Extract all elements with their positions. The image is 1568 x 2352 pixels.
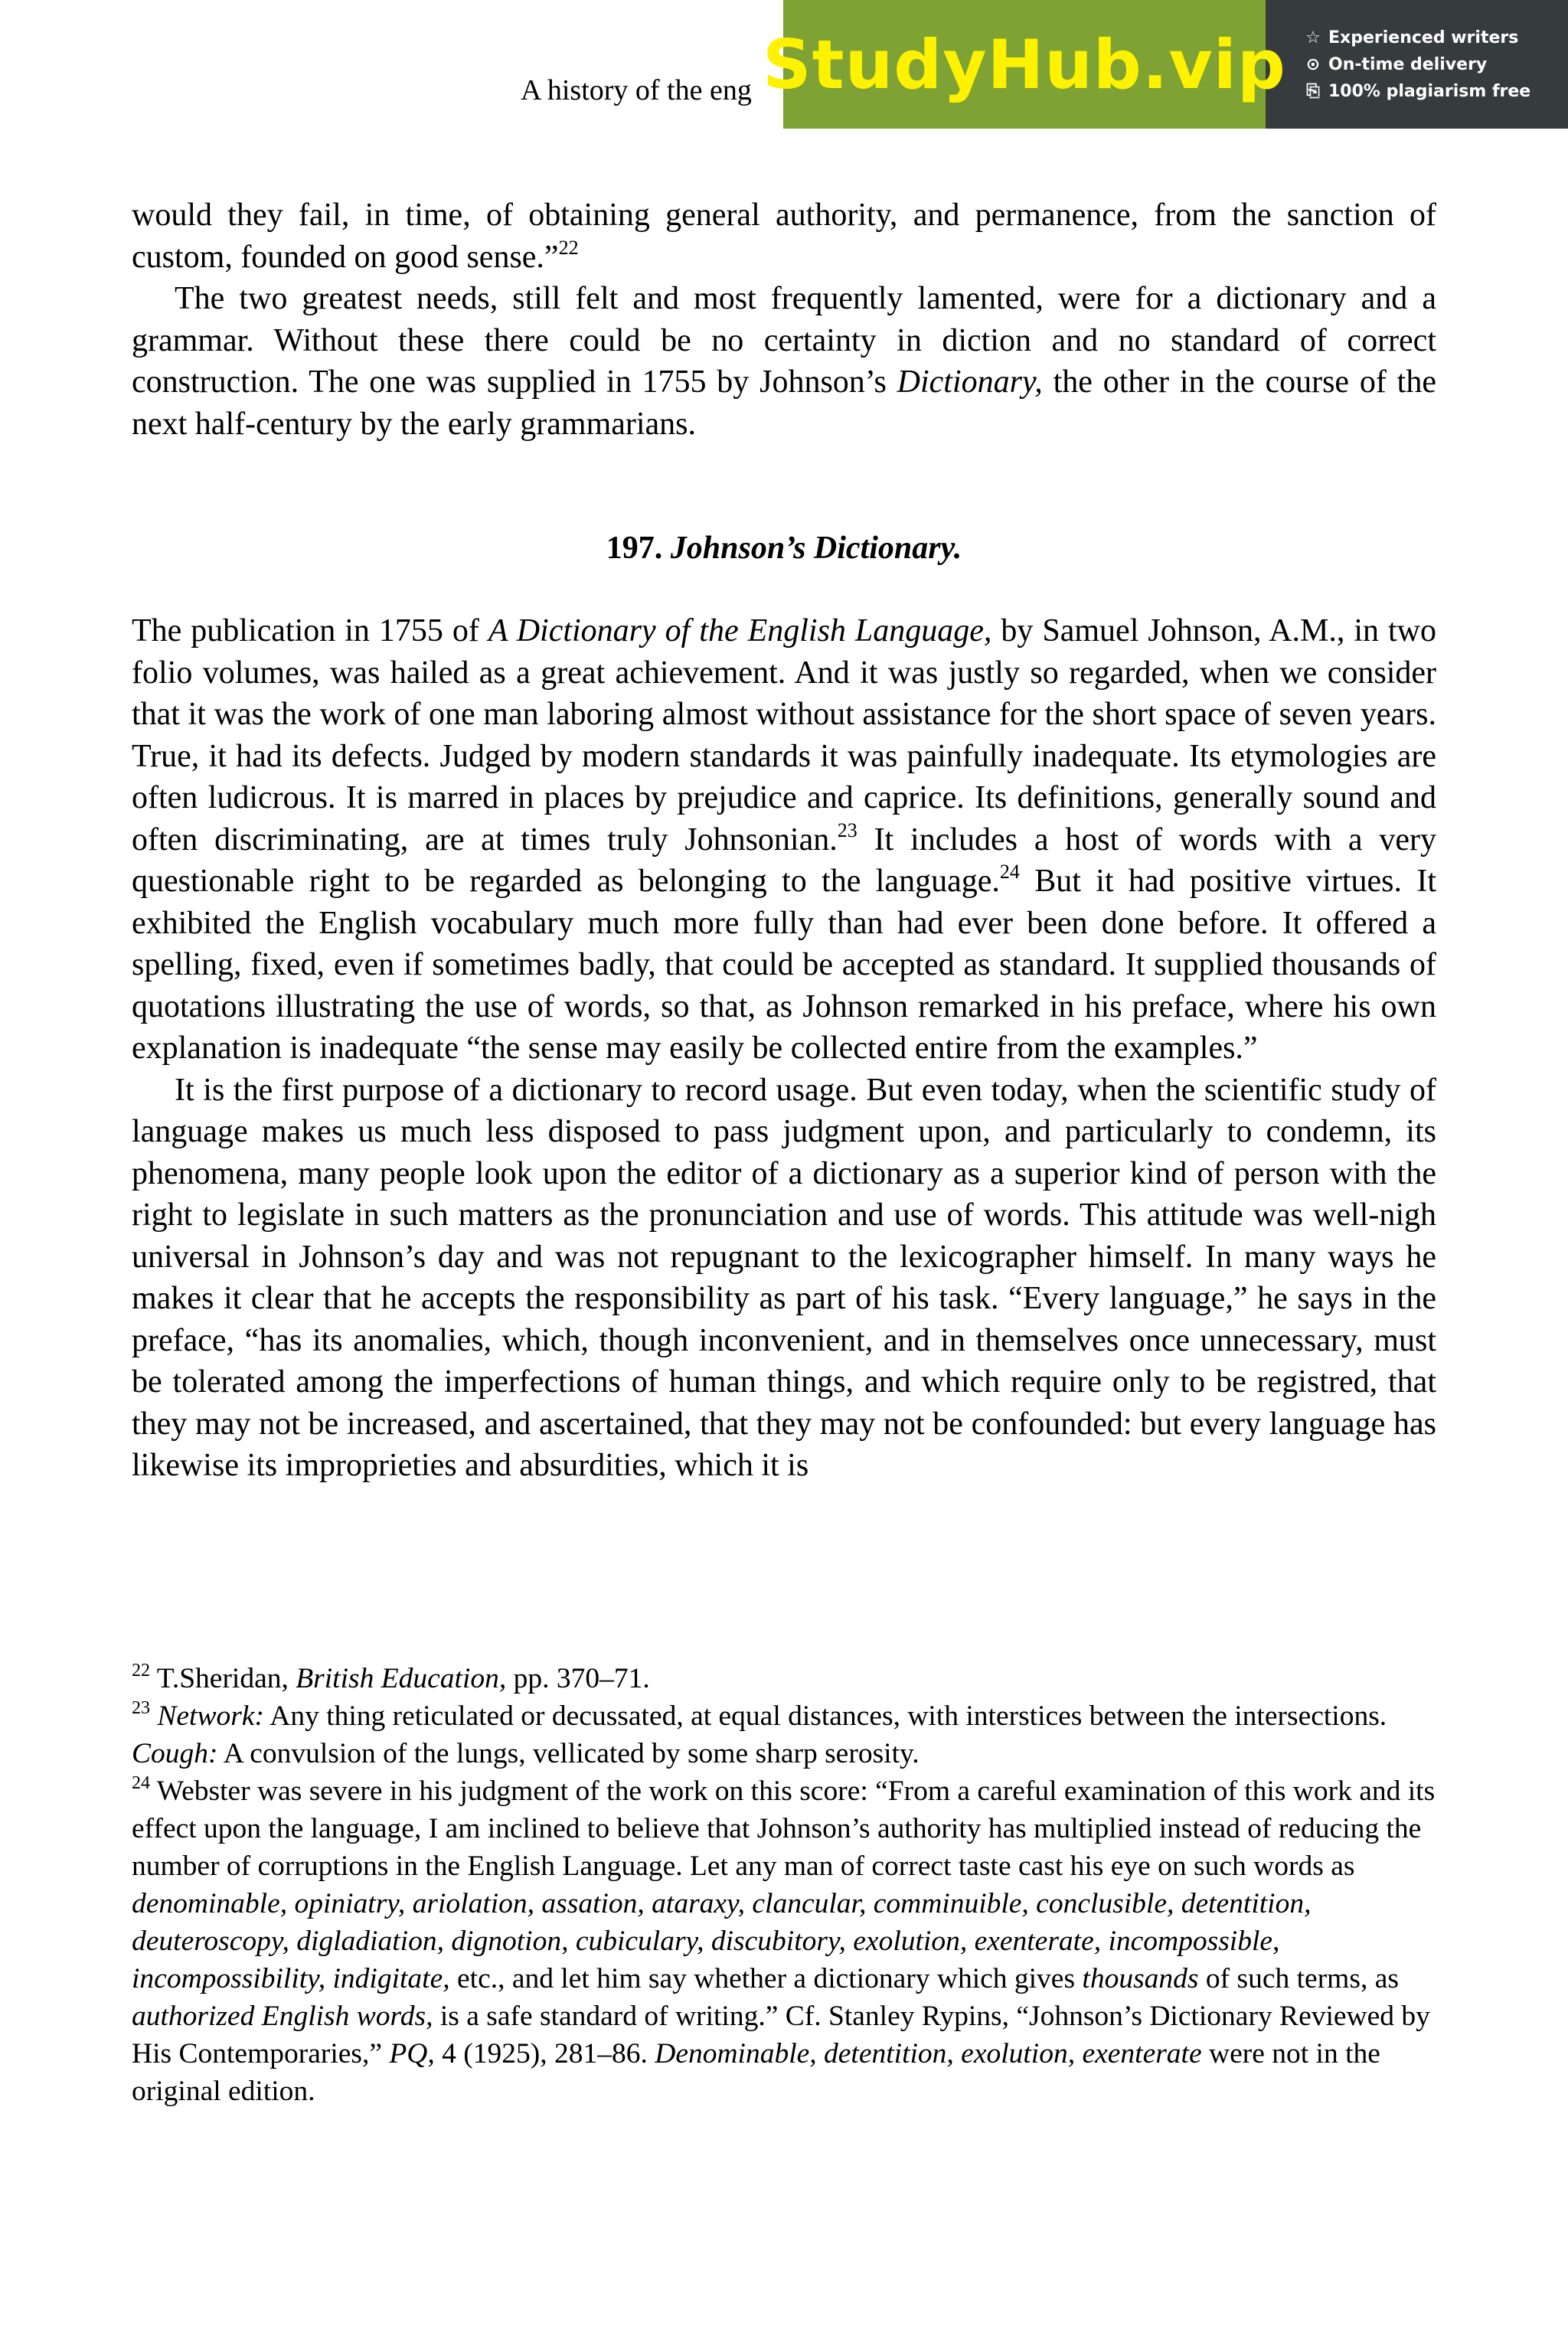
footnote-23: $^{23}$ Network: Any thing reticulated or decussated, at equal distances, with interstices between the intersections. Cough: A convulsion of the lungs, vellicated by some sharp serosity. [132,1697,1387,1769]
section-heading [132,528,1436,569]
page-body [132,194,1436,1487]
paragraph-continuation: would they fail, in time, of obtaining general authority, and permanence, from the sanction of custom, founded on good sense.”$^{22}$ [132,198,1436,275]
copy-icon: ⎘ [1306,81,1320,101]
footnote-22: $^{22}$ T.Sheridan, British Education, pp. 370–71. [132,1660,650,1694]
paragraph-needs: The two greatest needs, still felt and most frequently lamented, were for a dictionary and a grammar. Without these there could be no certainty in diction and no standard of correct construction. The one was supplied in 1755 by Johnson’s Dictionary, the other in the course of the next half-century by the early grammarians. [132,281,1436,442]
footnote-ref-23[interactable]: 23 [837,818,858,841]
section-title: Johnson’s Dictionary. [670,531,962,566]
banner-point-text: 100% plagiarism free [1328,81,1531,101]
footnote-number: 22 [132,1660,150,1681]
footnote-24: $^{24}$ Webster was severe in his judgment of the work on this score: “From a careful examination of this work and its effect upon the language, I am inclined to believe that Johnson’s authority has multiplied instead of reducing the number of corruptions in the English Language. Let any man of correct taste cast his eye on such words as denominable, opiniatry, ariolation, assation, ataraxy, clancular, comminuible, conclusible, detentition, deuteroscopy, digladiation, dignotion, cubiculary, discubitory, exolution, exenterate, incompossible, incompossibility, indigitate, etc., and let him say whether a dictionary which gives thousands of such terms, as authorized English words, is a safe standard of writing.” Cf. Stanley Rypins, “Johnson’s Dictionary Reviewed by His Contemporaries,” PQ, 4 (1925), 281–86. Denominable, detentition, exolution, exenterate were not in the original edition. [132,1772,1436,2107]
footnote-ref-22[interactable]: 22 [558,236,579,259]
banner-feature-list [1266,0,1568,129]
footnote-ref-24[interactable]: 24 [999,861,1020,883]
banner-point-text: On-time delivery [1328,54,1488,74]
footnotes [132,1660,1436,2110]
footnote-number: 24 [132,1772,150,1793]
studyhub-logo[interactable]: StudyHub.vip [783,0,1266,129]
star-icon: ☆ [1305,28,1321,47]
running-head: A history of the eng [521,74,752,106]
banner-point-delivery [1304,55,1568,74]
clock-icon: ⊙ [1305,54,1321,74]
banner-point-text: Experienced writers [1328,28,1519,47]
studyhub-ad-banner[interactable] [763,0,1568,129]
section-number: 197. [606,531,663,566]
paragraph-publication: The publication in 1755 of A Dictionary of the English Language, by Samuel Johnson, A.M., in two folio volumes, was hailed as a great achievement. And it was justly so regarded, when we consider that it was the work of one man laboring almost without assistance for the short space of seven years. True, it had its defects. Judged by modern standards it was painfully inadequate. Its etymologies are often ludicrous. It is marred in places by prejudice and caprice. Its definitions, generally sound and often discriminating, are at times truly Johnsonian.$^{23}$ It includes a host of words with a very questionable right to be regarded as belonging to the language.$^{24}$ But it had positive virtues. It exhibited the English vocabulary much more fully than had ever been done before. It offered a spelling, fixed, even if sometimes badly, that could be accepted as standard. It supplied thousands of quotations illustrating the use of words, so that, as Johnson remarked in his preface, where his own explanation is inadequate “the sense may easily be collected entire from the examples.” [132,613,1437,1066]
paragraph-purpose: It is the first purpose of a dictionary to record usage. But even today, when the scientific study of language makes us much less disposed to pass judgment upon, and particularly to condemn, its phenomena, many people look upon the editor of a dictionary as a superior kind of person with the right to legislate in such matters as the pronunciation and use of words. This attitude was well-nigh universal in Johnson’s day and was not repugnant to the lexicographer himself. In many ways he makes it clear that he accepts the responsibility as part of his task. “Every language,” he says in the preface, “has its anomalies, which, though inconvenient, and in themselves once unnecessary, must be tolerated among the imperfections of human things, and which require only to be registred, that they may not be increased, and ascertained, that they may not be confounded: but every language has likewise its improprieties and absurdities, which it is [132,1072,1436,1483]
footnote-number: 23 [132,1697,150,1718]
banner-point-writers [1304,28,1568,47]
banner-point-plagiarism [1304,82,1568,101]
